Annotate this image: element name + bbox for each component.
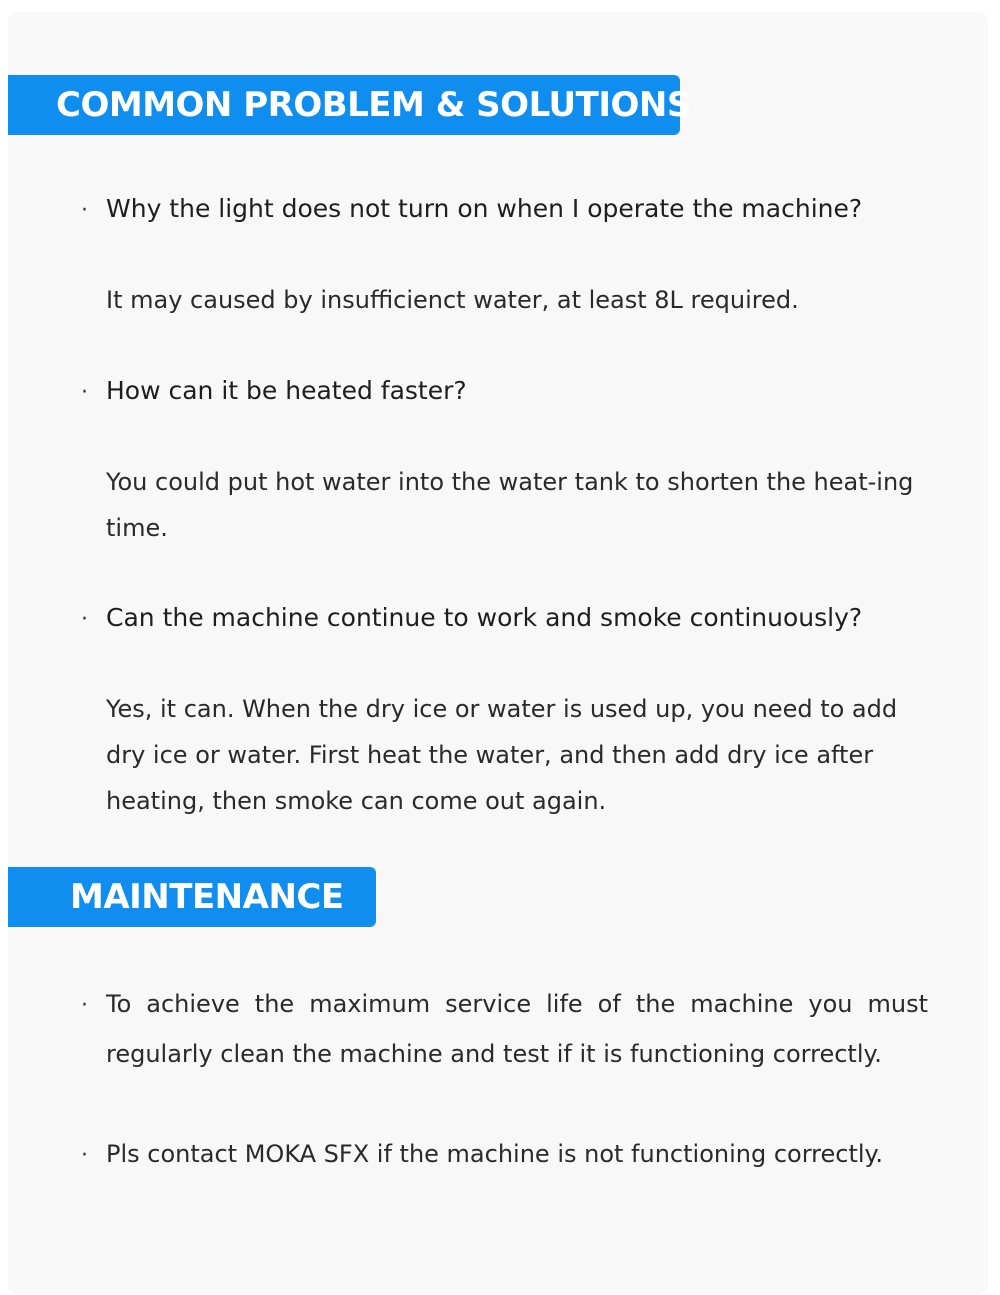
faq-question-3: Can the machine continue to work and smoke continuously? (106, 603, 863, 632)
faq-question-2: How can it be heated faster? (106, 376, 467, 405)
bullet-icon: · (81, 198, 88, 223)
faq-answer-1: It may caused by insufficienct water, at least 8L required. (106, 286, 799, 314)
bullet-icon: · (81, 1143, 88, 1168)
faq-question-1: Why the light does not turn on when I operate the machine? (106, 194, 863, 223)
section-title-common-problems: COMMON PROBLEM & SOLUTIONS (8, 75, 680, 135)
bullet-icon: · (81, 993, 88, 1018)
bullet-icon: · (81, 607, 88, 632)
faq-answer-2: You could put hot water into the water tank to shorten the heat-ing time. (106, 468, 914, 542)
bullet-icon: · (81, 380, 88, 405)
section-title-maintenance: MAINTENANCE (8, 867, 376, 927)
maintenance-item-2: Pls contact MOKA SFX if the machine is not functioning correctly. (106, 1140, 883, 1168)
faq-answer-3: Yes, it can. When the dry ice or water is used up, you need to add dry ice or water. First heat the water, and then add dry ice after heating, then smoke can come out again. (106, 695, 898, 815)
maintenance-item-1: To achieve the maximum service life of the machine you must regularly clean the machine and test if it is functioning correctly. (106, 990, 928, 1068)
